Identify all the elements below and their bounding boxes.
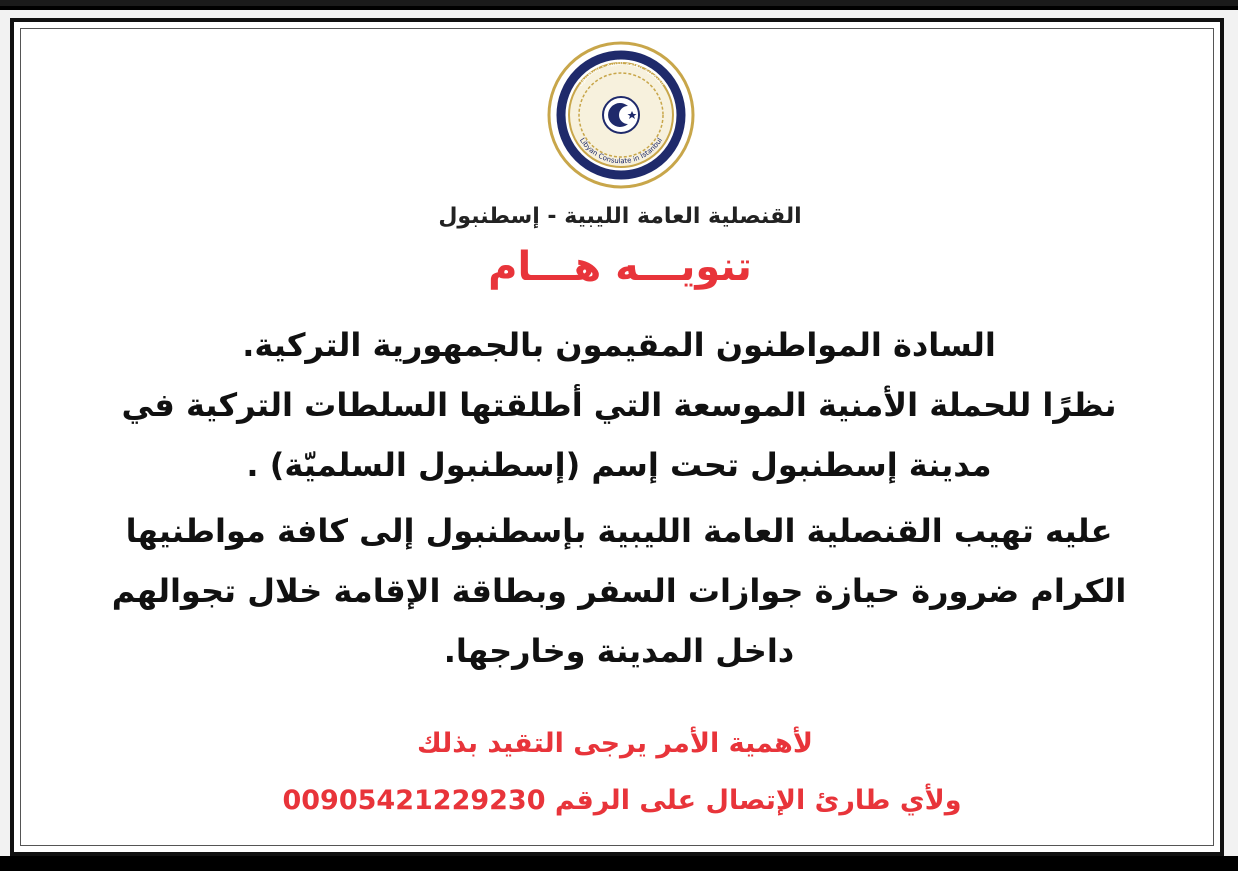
- top-dark-strip: [0, 0, 1238, 10]
- top-dark-strip-inner: [0, 0, 1238, 6]
- bottom-dark-strip: [0, 856, 1238, 871]
- footer-contact: [200, 785, 1030, 816]
- seal-ring-text-top: القنصلية العامة الليبية - إسطنبول: [575, 58, 667, 88]
- footer-contact-text: ولأي طارئ الإتصال على الرقم: [554, 785, 962, 816]
- body-line-2: نظرًا للحملة الأمنية الموسعة التي أطلقتها السلطات التركية في: [121, 386, 1117, 424]
- consulate-name: القنصلية العامة الليبية - إسطنبول: [438, 204, 802, 229]
- body-line-1: السادة المواطنون المقيمون بالجمهورية التركية.: [242, 326, 996, 364]
- notice-title: تنويـــه هـــام: [488, 244, 752, 290]
- body-line-3: مدينة إسطنبول تحت إسم (إسطنبول السلميّة) .: [246, 446, 992, 484]
- body-line-5: الكرام ضرورة حيازة جوازات السفر وبطاقة الإقامة خلال تجوالهم: [111, 572, 1127, 610]
- footer-instruction: لأهمية الأمر يرجى التقيد بذلك: [417, 728, 813, 759]
- phone-number: 00905421229230: [282, 785, 546, 816]
- body-line-4: عليه تهيب القنصلية العامة الليبية بإسطنبول إلى كافة مواطنيها: [125, 512, 1113, 550]
- seal-ring-text-bottom: Libyan Consulate in Istanbul: [577, 136, 665, 166]
- body-line-6: داخل المدينة وخارجها.: [443, 632, 795, 670]
- consulate-seal-logo: [546, 40, 696, 190]
